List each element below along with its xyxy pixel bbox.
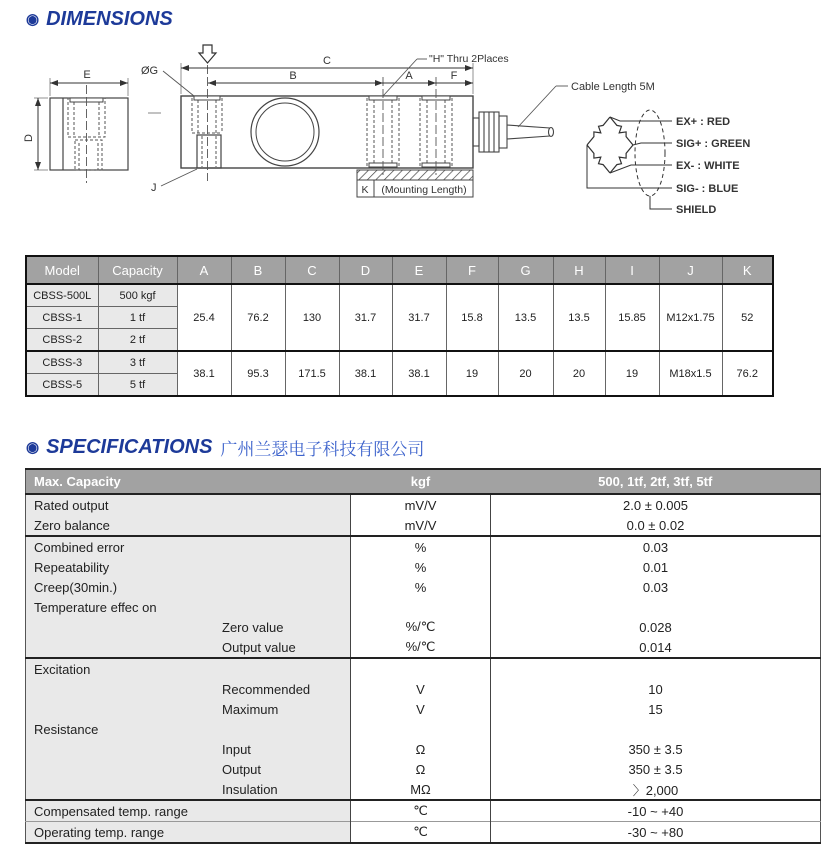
spec-label: Recommended — [26, 679, 351, 699]
spec-label: Maximum — [26, 699, 351, 719]
dim-header-d: D — [339, 256, 392, 284]
wire-label-sig-plus: SIG+ : GREEN — [676, 138, 751, 150]
spec-label: Insulation — [26, 779, 351, 800]
end-view — [50, 98, 128, 170]
h-thru-note: "H" Thru 2Places — [429, 53, 509, 65]
spec-label: Combined error — [26, 536, 351, 557]
mounting-length-note: (Mounting Length) — [381, 184, 467, 196]
dim-value-cell: 31.7 — [392, 284, 446, 351]
spec-unit: Ω — [351, 739, 491, 759]
spec-unit — [351, 597, 491, 617]
dim-header-i: I — [605, 256, 659, 284]
spec-header-row — [26, 469, 821, 494]
spec-value: 0.0 ± 0.02 — [491, 515, 821, 536]
spec-value: 〉2,000 — [491, 779, 821, 800]
spec-label: Creep(30min.) — [26, 577, 351, 597]
dim-value-cell: 171.5 — [285, 351, 339, 396]
dim-label-b: B — [289, 70, 297, 82]
dim-value-cell: 13.5 — [498, 284, 553, 351]
spec-row — [26, 637, 821, 658]
spec-value — [491, 719, 821, 739]
side-view — [181, 96, 473, 168]
spec-row — [26, 658, 821, 679]
spec-value: 350 ± 3.5 — [491, 759, 821, 779]
model-cell: CBSS-3 — [26, 351, 98, 374]
dimensions-table — [25, 255, 774, 397]
spec-label: Temperature effec on — [26, 597, 351, 617]
capacity-cell: 5 tf — [98, 374, 177, 397]
dim-header-capacity: Capacity — [98, 256, 177, 284]
dim-value-cell: 130 — [285, 284, 339, 351]
dim-label-og: ØG — [141, 65, 159, 77]
dim-value-cell: 38.1 — [339, 351, 392, 396]
dim-header-g: G — [498, 256, 553, 284]
spec-unit: mV/V — [351, 515, 491, 536]
dim-header-f: F — [446, 256, 498, 284]
spec-label: Input — [26, 739, 351, 759]
capacity-cell: 3 tf — [98, 351, 177, 374]
wire-label-sig-minus: SIG- : BLUE — [676, 183, 739, 195]
dim-value-cell: 15.8 — [446, 284, 498, 351]
spec-unit: V — [351, 679, 491, 699]
table-row — [26, 284, 773, 307]
spec-unit: % — [351, 536, 491, 557]
spec-value: -30 ~ +80 — [491, 822, 821, 844]
dim-label-c: C — [323, 55, 331, 67]
spec-label: Output value — [26, 637, 351, 658]
specifications-subtitle: 广州兰瑟电子科技有限公司 — [220, 440, 425, 459]
dimensions-heading — [26, 8, 826, 31]
wire-label-ex-plus: EX+ : RED — [676, 116, 731, 128]
spec-value: 0.03 — [491, 577, 821, 597]
dim-value-cell: 20 — [553, 351, 605, 396]
dim-header-j: J — [659, 256, 722, 284]
spec-row — [26, 597, 821, 617]
spec-row — [26, 617, 821, 637]
dim-header-row — [26, 256, 773, 284]
spec-value: 0.028 — [491, 617, 821, 637]
capacity-cell: 1 tf — [98, 307, 177, 329]
spec-header-capacity: Max. Capacity — [26, 469, 351, 494]
dim-header-k: K — [722, 256, 773, 284]
dim-value-cell: 76.2 — [722, 351, 773, 396]
dim-value-cell: 76.2 — [231, 284, 285, 351]
spec-value: 0.03 — [491, 536, 821, 557]
spec-label: Rated output — [26, 494, 351, 515]
dim-header-a: A — [177, 256, 231, 284]
model-cell: CBSS-1 — [26, 307, 98, 329]
spec-row — [26, 759, 821, 779]
dim-value-cell: 20 — [498, 351, 553, 396]
spec-label: Repeatability — [26, 557, 351, 577]
spec-unit: % — [351, 577, 491, 597]
dim-value-cell: 19 — [446, 351, 498, 396]
spec-row — [26, 679, 821, 699]
cable-length-note: Cable Length 5M — [571, 81, 655, 93]
spec-value: 2.0 ± 0.005 — [491, 494, 821, 515]
spec-label: Zero value — [26, 617, 351, 637]
spec-row — [26, 494, 821, 515]
dim-header-h: H — [553, 256, 605, 284]
capacity-cell: 2 tf — [98, 329, 177, 352]
spec-unit: mV/V — [351, 494, 491, 515]
spec-row — [26, 779, 821, 800]
spec-unit: V — [351, 699, 491, 719]
spec-label: Excitation — [26, 658, 351, 679]
spec-value: 0.014 — [491, 637, 821, 658]
dim-label-a: A — [405, 70, 413, 82]
dim-value-cell: M18x1.5 — [659, 351, 722, 396]
cable-gland — [473, 112, 554, 152]
specifications-title: SPECIFICATIONS — [46, 436, 213, 458]
spec-label: Operating temp. range — [26, 822, 351, 844]
specifications-heading — [26, 435, 826, 460]
dim-value-cell: M12x1.75 — [659, 284, 722, 351]
spec-row — [26, 719, 821, 739]
capacity-cell: 500 kgf — [98, 284, 177, 307]
dim-header-c: C — [285, 256, 339, 284]
spec-label: Zero balance — [26, 515, 351, 536]
specifications-table — [25, 468, 821, 844]
spec-header-range: 500, 1tf, 2tf, 3tf, 5tf — [491, 469, 821, 494]
spec-row — [26, 822, 821, 844]
spec-unit: % — [351, 557, 491, 577]
spec-unit: ℃ — [351, 800, 491, 822]
spec-label: Output — [26, 759, 351, 779]
spec-row — [26, 536, 821, 557]
spec-label: Compensated temp. range — [26, 800, 351, 822]
spec-unit: MΩ — [351, 779, 491, 800]
model-cell: CBSS-5 — [26, 374, 98, 397]
spec-row — [26, 515, 821, 536]
dim-value-cell: 15.85 — [605, 284, 659, 351]
spec-value: 15 — [491, 699, 821, 719]
dim-value-cell: 52 — [722, 284, 773, 351]
dim-value-cell: 19 — [605, 351, 659, 396]
spec-value: 10 — [491, 679, 821, 699]
table-row — [26, 351, 773, 374]
spec-row — [26, 557, 821, 577]
spec-header-unit: kgf — [351, 469, 491, 494]
dim-label-k: K — [361, 184, 369, 196]
spec-value — [491, 597, 821, 617]
dim-label-f: F — [450, 70, 458, 82]
dimensions-title: DIMENSIONS — [46, 8, 173, 30]
model-cell: CBSS-500L — [26, 284, 98, 307]
spec-unit: Ω — [351, 759, 491, 779]
spec-row — [26, 699, 821, 719]
dim-value-cell: 38.1 — [177, 351, 231, 396]
dim-value-cell: 95.3 — [231, 351, 285, 396]
section-bullet-icon: ◉ — [26, 439, 40, 456]
load-cell-technical-drawing — [13, 33, 813, 245]
dim-header-b: B — [231, 256, 285, 284]
spec-row — [26, 577, 821, 597]
dim-value-cell: 25.4 — [177, 284, 231, 351]
spec-row — [26, 800, 821, 822]
wiring-diagram — [587, 110, 672, 209]
spec-value: -10 ~ +40 — [491, 800, 821, 822]
spec-value: 350 ± 3.5 — [491, 739, 821, 759]
spec-unit — [351, 658, 491, 679]
dim-value-cell: 13.5 — [553, 284, 605, 351]
wire-label-shield: SHIELD — [676, 204, 717, 216]
spec-unit: %/℃ — [351, 637, 491, 658]
dim-label-j: J — [151, 182, 157, 194]
wire-label-ex-minus: EX- : WHITE — [676, 160, 740, 172]
dim-header-e: E — [392, 256, 446, 284]
load-direction-arrow-icon — [199, 45, 216, 63]
spec-row — [26, 739, 821, 759]
spec-unit: ℃ — [351, 822, 491, 844]
spec-label: Resistance — [26, 719, 351, 739]
spec-unit: %/℃ — [351, 617, 491, 637]
model-cell: CBSS-2 — [26, 329, 98, 352]
dim-header-model: Model — [26, 256, 98, 284]
spec-value: 0.01 — [491, 557, 821, 577]
spec-unit — [351, 719, 491, 739]
dim-label-e: E — [83, 69, 91, 81]
dim-value-cell: 31.7 — [339, 284, 392, 351]
dim-value-cell: 38.1 — [392, 351, 446, 396]
spec-value — [491, 658, 821, 679]
section-bullet-icon: ◉ — [26, 11, 40, 28]
dim-label-d: D — [23, 134, 35, 142]
